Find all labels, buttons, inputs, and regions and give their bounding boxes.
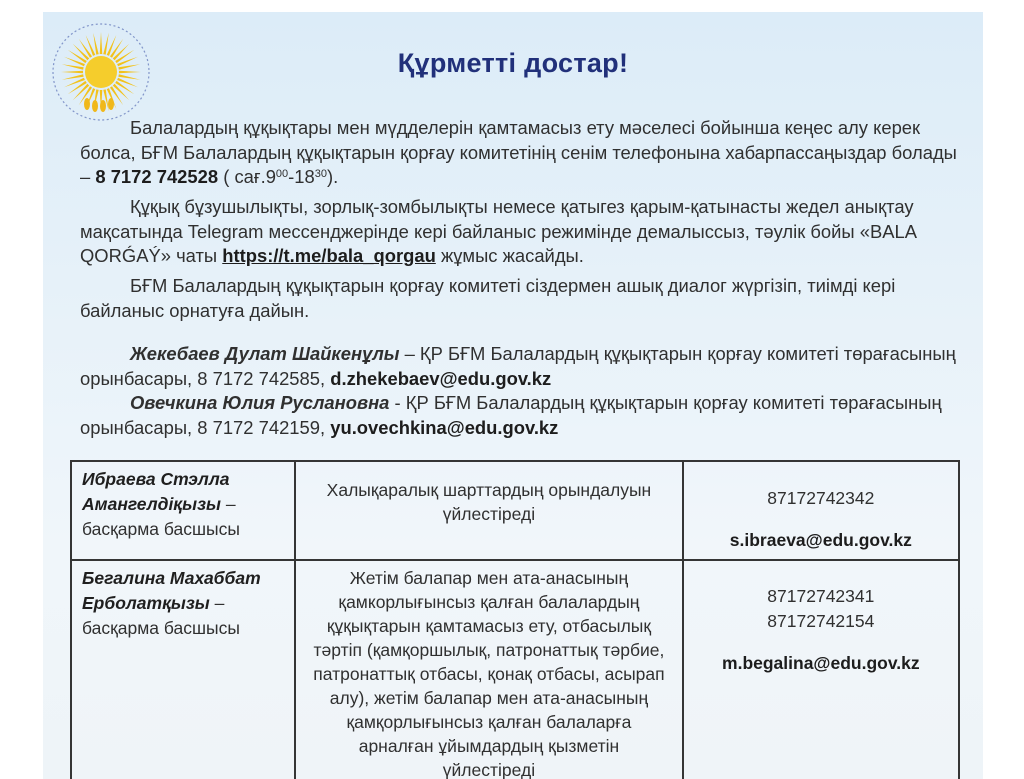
document-page [43, 12, 983, 779]
staff-dash: – [209, 593, 225, 613]
dialog-text: БҒМ Балалардың құқықтарын қорғау комитеті сіздермен ашық диалог жүргізіп, тиімді кері байланыс орнатуға дайын. [80, 275, 896, 321]
contacts-section [80, 342, 960, 440]
staff-position: басқарма басшысы [82, 519, 240, 539]
staff-phone: 87172742341 [767, 586, 875, 606]
hotline-phone: 8 7172 742528 [95, 166, 219, 187]
dialog-paragraph [80, 274, 960, 323]
staff-name: Ибраева Стэлла Амангелдіқызы [82, 469, 230, 514]
staff-email[interactable]: s.ibraeva@edu.gov.kz [729, 530, 912, 550]
page-title: Құрметті достар! [397, 48, 629, 78]
staff-name-cell [71, 560, 295, 779]
staff-position: басқарма басшысы [82, 618, 240, 638]
staff-email[interactable]: m.begalina@edu.gov.kz [722, 653, 920, 673]
table-row [71, 461, 959, 560]
telegram-text-after: жұмыс жасайды. [440, 245, 584, 266]
telegram-text: Құқық бұзушылықты, зорлық-зомбылықты немесе қатыгез қарым-қатынасты жедел анықтау мақсатында Telegram мессенджерінде кері байланыс режимінде демалыссыз, тәулік бойы «BALA QORǴAÝ» чаты [80, 196, 916, 266]
telegram-paragraph [80, 195, 960, 269]
contact-role: ҚР БҒМ Балалардың құқықтарын қорғау комитеті төрағасының орынбасары, 8 7172 742159, [80, 392, 942, 438]
hours-end-sup: 30 [314, 168, 328, 180]
contact-item [80, 342, 960, 391]
staff-phone: 87172742342 [767, 488, 875, 508]
contact-item [80, 391, 960, 440]
contact-separator: - [389, 392, 406, 413]
table-row [71, 560, 959, 779]
contact-email[interactable]: yu.ovechkina@edu.gov.kz [330, 416, 559, 438]
contact-separator: – [399, 343, 420, 364]
contact-email[interactable]: d.zhekebaev@edu.gov.kz [330, 367, 552, 389]
hours-start-sup: 00 [275, 168, 289, 180]
hours-prefix: ( сағ.9 [223, 166, 276, 187]
intro-text: Балалардың құқықтары мен мүдделерін қамтамасыз ету мәселесі бойынша кеңес алу керек болса, БҒМ Балалардың құқықтарын қорғау комитетінің сенім телефонына хабарпассаңыздар болады – [80, 117, 957, 187]
contact-name: Жекебаев Дулат Шайкенұлы [130, 343, 400, 364]
hours-dash: -18 [288, 166, 315, 187]
staff-contact-cell [683, 560, 959, 779]
hours-suffix: ). [327, 166, 339, 187]
staff-contact-cell [683, 461, 959, 560]
staff-duties: Жетім балапар мен ата-анасының қамкорлығынсыз қалған балалардың құқықтарын қамтамасыз ету, отбасылық тәртіп (қамқоршылық, патронаттық тәрбие, патронаттық отбасы, қонақ отбасы, асырап алу), жетім балапар мен ата-анасының қамқорлығынсыз қалған балаларға арналған ұйымдардың қызметін үйлестіреді [295, 560, 682, 779]
contact-role: ҚР БҒМ Балалардың құқықтарын қорғау комитеті төрағасының орынбасары, 8 7172 742585, [80, 343, 956, 389]
telegram-link[interactable]: https://t.me/bala_qorgau [222, 245, 436, 266]
staff-name-cell [71, 461, 295, 560]
intro-paragraph [80, 116, 960, 190]
staff-phone: 87172742154 [767, 611, 875, 631]
staff-duties: Халықаралық шарттардың орындалуын үйлестіреді [295, 461, 682, 560]
staff-table [70, 460, 960, 779]
staff-dash: – [221, 494, 236, 514]
staff-name: Бегалина Махаббат Ерболатқызы [82, 568, 261, 613]
contact-name: Овечкина Юлия Руслановна [130, 392, 390, 413]
